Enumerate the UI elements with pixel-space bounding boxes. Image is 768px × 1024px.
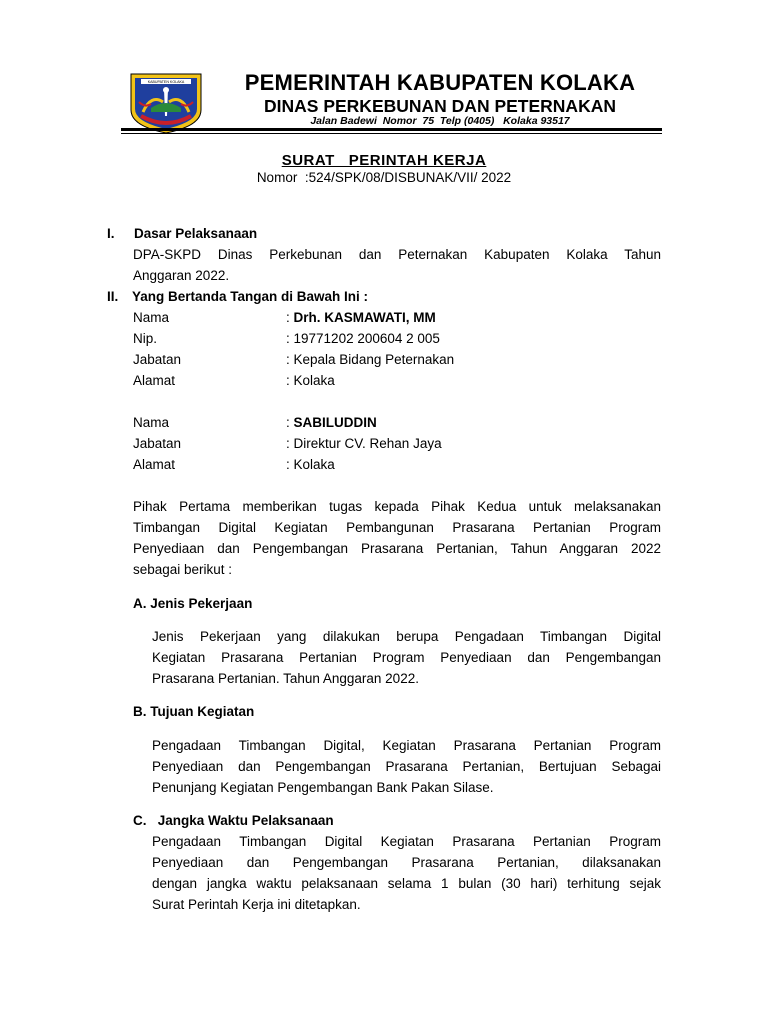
field-value: : Kolaka bbox=[286, 457, 335, 472]
field-label: Alamat bbox=[133, 373, 176, 388]
section1-number: I. bbox=[107, 226, 115, 241]
part-c-line: Surat Perintah Kerja ini ditetapkan. bbox=[152, 897, 361, 912]
part-b-line: Penunjang Kegiatan Pengembangan Bank Pakan Silase. bbox=[152, 780, 494, 795]
field-value: : Direktur CV. Rehan Jaya bbox=[286, 436, 442, 451]
section1-text-line: DPA-SKPD Dinas Perkebunan dan Peternakan Kabupaten Kolaka Tahun bbox=[133, 247, 661, 262]
field-value: : Kepala Bidang Peternakan bbox=[286, 352, 455, 367]
part-b-heading: B. Tujuan Kegiatan bbox=[133, 704, 255, 719]
section1-heading: Dasar Pelaksanaan bbox=[134, 226, 258, 241]
kolaka-regency-seal-icon bbox=[121, 72, 211, 134]
part-c-line: Penyediaan dan Pengembangan Prasarana Pertanian, dilaksanakan bbox=[152, 855, 661, 870]
org-name-line1: PEMERINTAH KABUPATEN KOLAKA bbox=[244, 70, 636, 95]
field-value: : Drh. KASMAWATI, MM bbox=[286, 310, 436, 325]
field-value: : SABILUDDIN bbox=[286, 415, 377, 430]
intro-line: sebagai berikut : bbox=[133, 562, 233, 577]
header-rule-thick bbox=[121, 128, 662, 131]
field-value: : Kolaka bbox=[286, 373, 335, 388]
document-title: SURAT PERINTAH KERJA bbox=[281, 152, 487, 169]
org-name-line2: DINAS PERKEBUNAN DAN PETERNAKAN bbox=[264, 96, 616, 116]
field-label: Nama bbox=[133, 310, 170, 325]
part-c-line: Pengadaan Timbangan Digital Kegiatan Prasarana Pertanian Program bbox=[152, 834, 661, 849]
svg-text:KABUPATEN KOLAKA: KABUPATEN KOLAKA bbox=[147, 80, 185, 84]
field-label: Alamat bbox=[133, 457, 176, 472]
intro-line: Pihak Pertama memberikan tugas kepada Pihak Kedua untuk melaksanakan bbox=[133, 499, 661, 514]
field-label: Nip. bbox=[133, 331, 158, 346]
part-a-heading: A. Jenis Pekerjaan bbox=[133, 596, 253, 611]
part-b-line: Pengadaan Timbangan Digital, Kegiatan Prasarana Pertanian Program bbox=[152, 738, 661, 753]
part-a-line: Kegiatan Prasarana Pertanian Program Penyediaan dan Pengembangan bbox=[152, 650, 661, 665]
field-label: Jabatan bbox=[133, 436, 182, 451]
org-address: Jalan Badewi Nomor 75 Telp (0405) Kolaka 93517 bbox=[310, 115, 570, 127]
section1-text-line: Anggaran 2022. bbox=[133, 268, 230, 283]
document-number: Nomor :524/SPK/08/DISBUNAK/VII/ 2022 bbox=[256, 170, 512, 185]
part-c-heading: C. Jangka Waktu Pelaksanaan bbox=[133, 813, 334, 828]
intro-line: Penyediaan dan Pengembangan Prasarana Pertanian, Tahun Anggaran 2022 bbox=[133, 541, 661, 556]
part-a-line: Prasarana Pertanian. Tahun Anggaran 2022. bbox=[152, 671, 419, 686]
intro-line: Timbangan Digital Kegiatan Pembangunan Prasarana Pertanian Program bbox=[133, 520, 661, 535]
header-rule-thin bbox=[121, 133, 662, 134]
field-label: Nama bbox=[133, 415, 170, 430]
section2-number: II. bbox=[107, 289, 119, 304]
section2-heading: Yang Bertanda Tangan di Bawah Ini : bbox=[132, 289, 369, 304]
field-value: : 19771202 200604 2 005 bbox=[286, 331, 440, 346]
part-a-line: Jenis Pekerjaan yang dilakukan berupa Pengadaan Timbangan Digital bbox=[152, 629, 661, 644]
field-label: Jabatan bbox=[133, 352, 182, 367]
part-c-line: dengan jangka waktu pelaksanaan selama 1 bulan (30 hari) terhitung sejak bbox=[152, 876, 661, 891]
part-b-line: Penyediaan dan Pengembangan Prasarana Pertanian, Bertujuan Sebagai bbox=[152, 759, 661, 774]
